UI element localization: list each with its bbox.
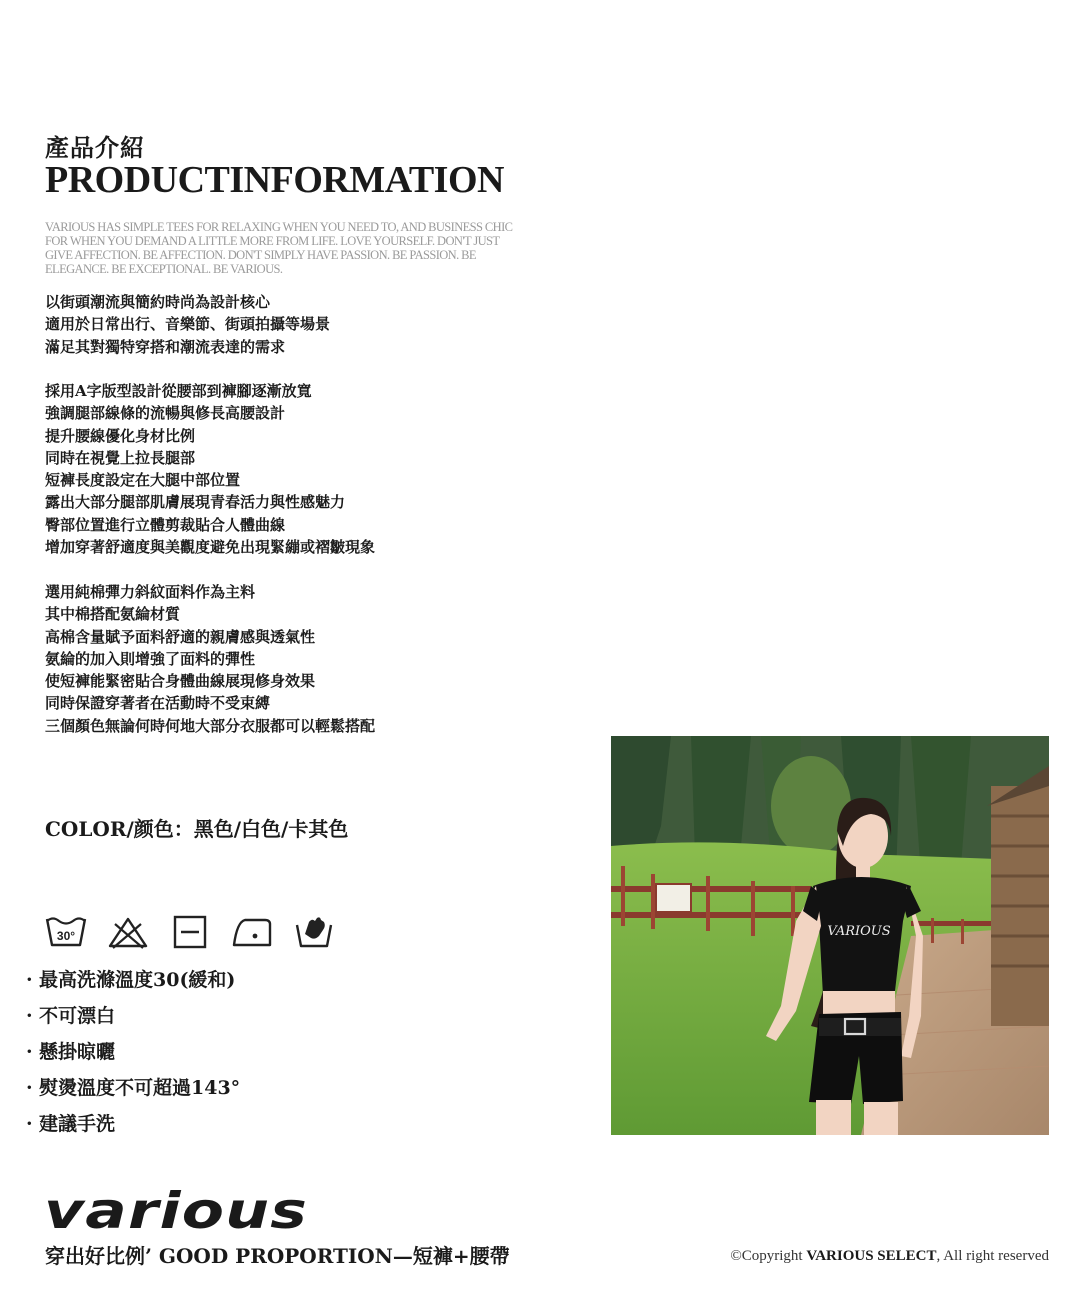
description-line: 三個顏色無論何時何地大部分衣服都可以輕鬆搭配	[45, 716, 376, 735]
hang-dry-icon	[169, 914, 211, 950]
description-line: 增加穿著舒適度與美觀度避免出現緊繃或褶皺現象	[45, 538, 376, 557]
description-line: 短褲長度設定在大腿中部位置	[45, 471, 241, 490]
title-english: PRODUCTINFORMATION	[45, 159, 504, 201]
hand-wash-icon	[293, 914, 335, 950]
no-bleach-icon	[107, 914, 149, 950]
description-line: 其中棉搭配氨綸材質	[45, 605, 181, 624]
care-item: · 建議手洗	[26, 1113, 116, 1135]
title-chinese: 產品介紹	[45, 133, 145, 162]
wash-30-icon	[45, 914, 87, 950]
description-line: 強調腿部線條的流暢與修長高腰設計	[45, 404, 286, 423]
care-icons-row	[45, 914, 335, 950]
logo-wordmark: various	[44, 1190, 308, 1232]
description-line: 使短褲能緊密貼合身體曲線展現修身效果	[45, 672, 316, 691]
footer-tagline: 穿出好比例’ GOOD PROPORTION—短褲+腰帶	[45, 1244, 510, 1268]
care-item: · 不可漂白	[26, 1005, 116, 1027]
care-item: · 懸掛晾曬	[26, 1041, 116, 1063]
description-line: 氨綸的加入則增強了面料的彈性	[45, 649, 256, 668]
care-instructions	[26, 962, 240, 1142]
shirt-print-text: VARIOUS	[827, 924, 891, 939]
description-line: 滿足其對獨特穿搭和潮流表達的需求	[45, 337, 286, 356]
description-line: 採用A字版型設計從腰部到褲腳逐漸放寬	[45, 382, 312, 400]
color-options: COLOR/颜色：黑色/白色/卡其色	[45, 817, 349, 841]
description-line: 適用於日常出行、音樂節、街頭拍攝等場景	[45, 315, 331, 334]
description-paragraph-3	[45, 581, 585, 737]
copyright-notice: ©Copyright VARIOUS SELECT, All right reserved	[730, 1248, 1049, 1264]
description-line: 同時保證穿著者在活動時不受束縛	[45, 694, 271, 713]
care-item: · 熨燙溫度不可超過143°	[26, 1077, 241, 1099]
description-paragraph-2	[45, 380, 585, 558]
description-line: 露出大部分腿部肌膚展現青春活力與性感魅力	[45, 493, 346, 512]
description-line: 同時在視覺上拉長腿部	[45, 448, 196, 467]
description-line: 提升腰線優化身材比例	[45, 426, 196, 445]
description-line: 以街頭潮流與簡約時尚為設計核心	[45, 293, 271, 311]
various-logo	[44, 1190, 310, 1232]
brand-intro-text: VARIOUS HAS SIMPLE TEES FOR RELAXING WHEN YOU NEED TO, AND BUSINESS CHIC FOR WHEN YOU DEMAND A LITTLE MORE FROM LIFE. LOVE YOURSELF. DON'T JUST GIVE AFFECTION. BE AFFECTION. DON'T SIMPLY HAVE PASSION. BE PASSION. BE ELEGANCE. BE EXCEPTIONAL. BE VARIOUS.	[45, 220, 513, 276]
iron-low-icon	[231, 914, 273, 950]
model-photo	[611, 736, 1049, 1135]
care-item: · 最高洗滌溫度30(緩和)	[26, 969, 236, 991]
description-line: 高棉含量賦予面料舒適的親膚感與透氣性	[45, 627, 316, 646]
wash-temp-label: 30°	[56, 929, 76, 943]
description-line: 選用純棉彈力斜紋面料作為主料	[45, 583, 256, 601]
model-photo-illustration	[611, 736, 1049, 1135]
description-line: 臀部位置進行立體剪裁貼合人體曲線	[45, 515, 286, 534]
description-paragraph-1	[45, 291, 585, 358]
